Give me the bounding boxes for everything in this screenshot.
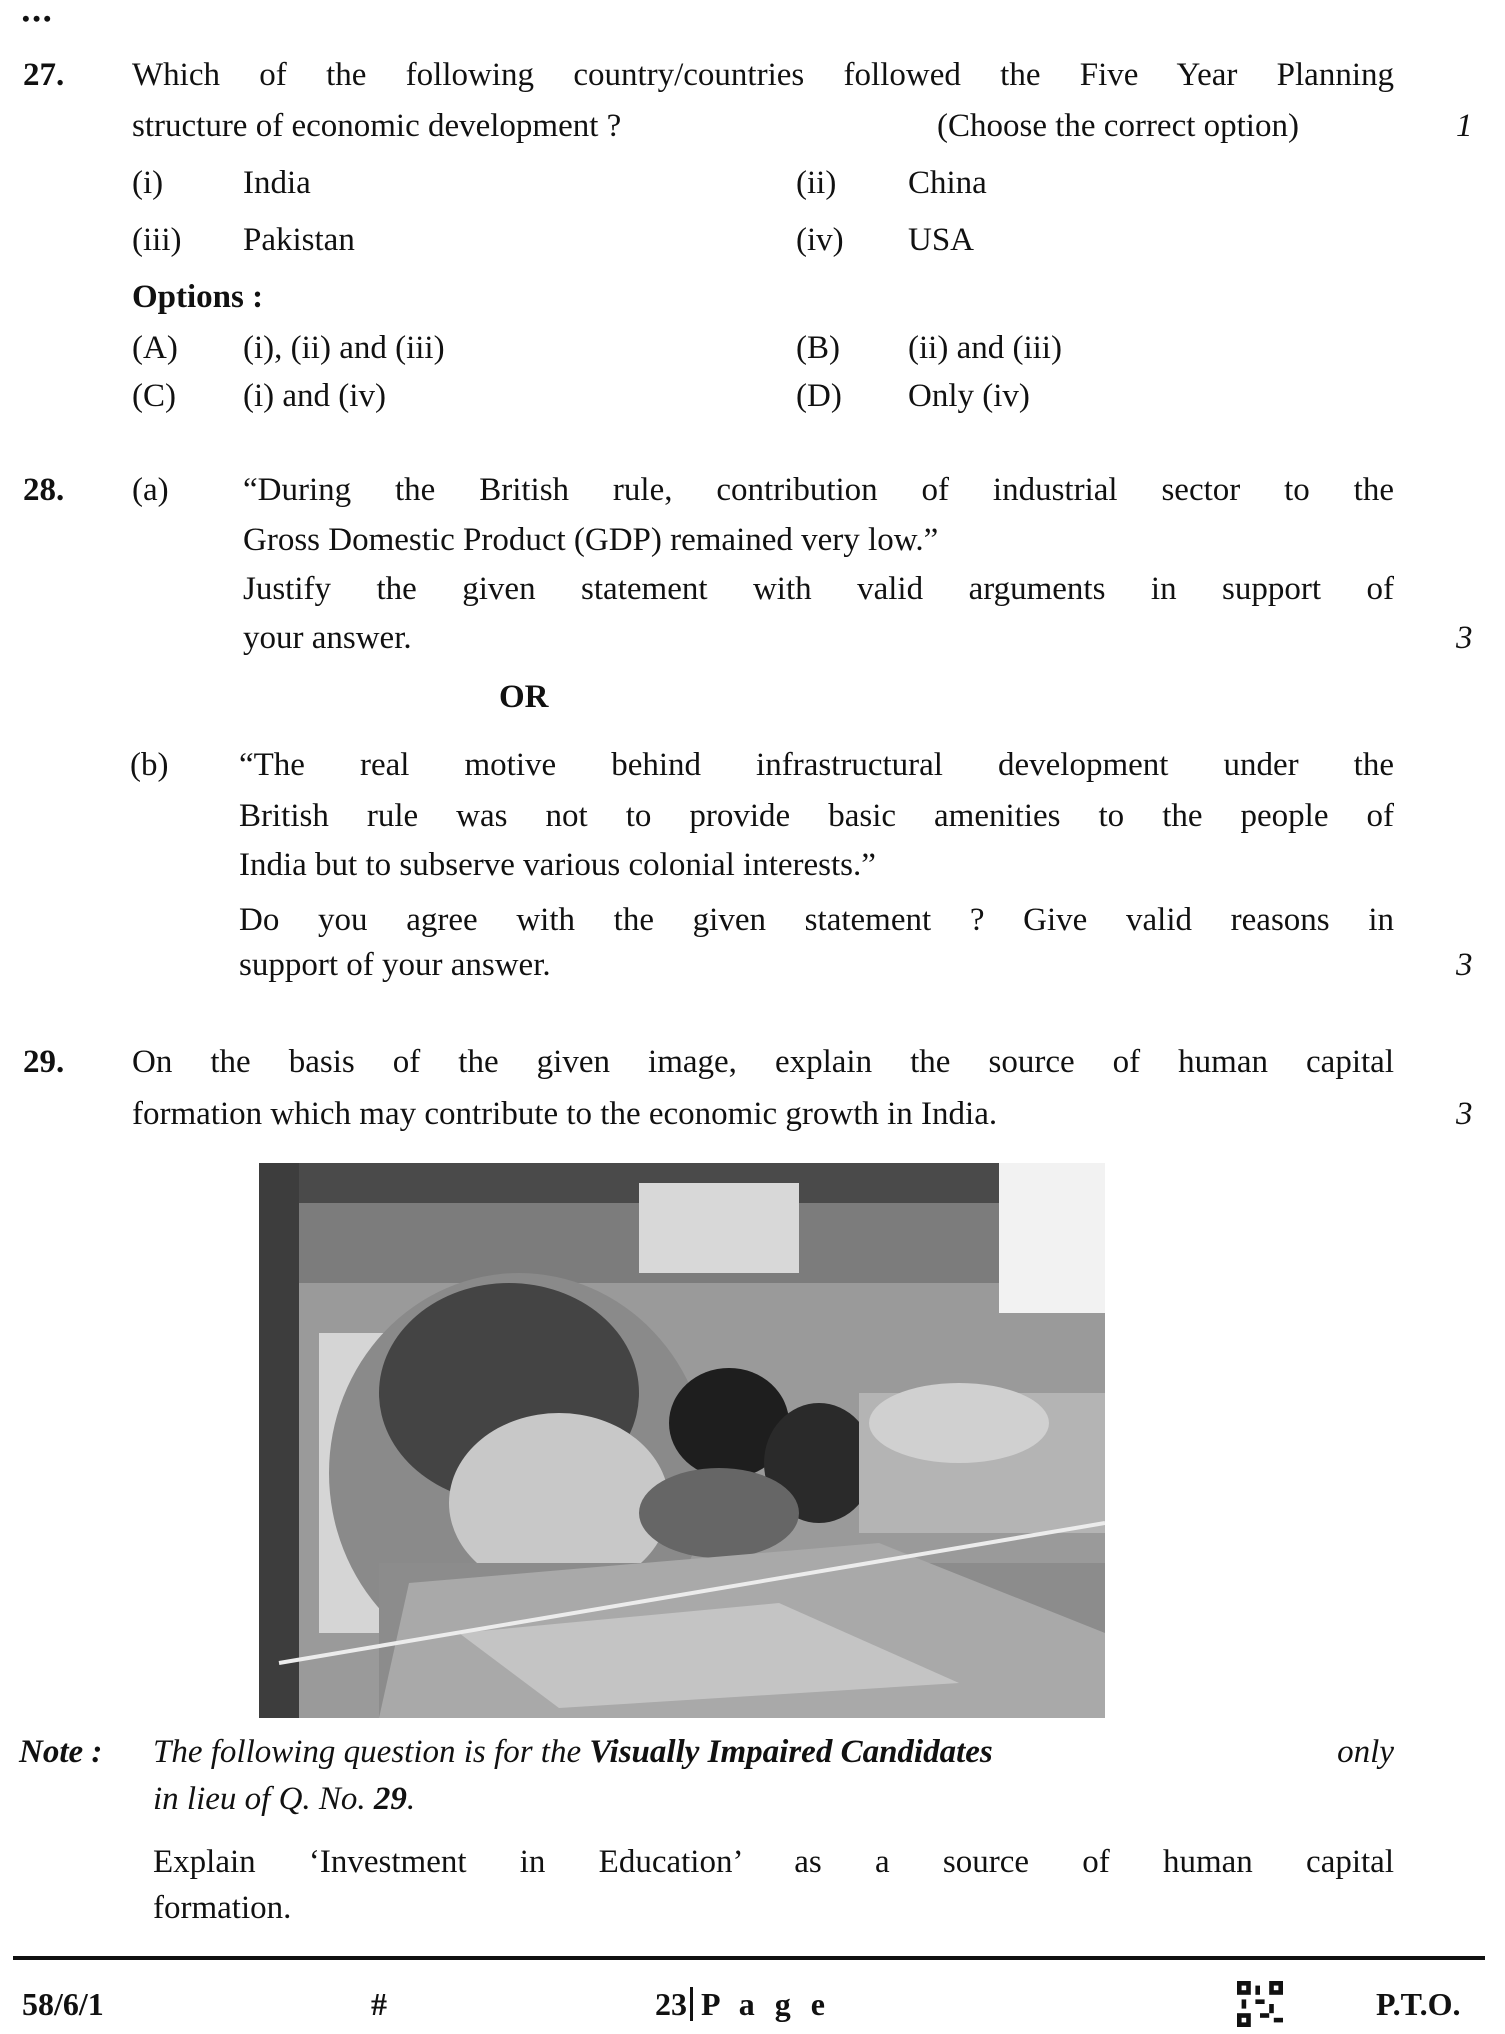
question-text: support of your answer. — [239, 947, 551, 983]
option-label: (D) — [796, 378, 842, 414]
hash-mark: # — [371, 1986, 387, 2022]
classroom-photo — [259, 1163, 1105, 1718]
note-emphasis: 29 — [373, 1781, 407, 1817]
note-text-part: only — [1328, 1734, 1394, 1770]
option-label: (A) — [132, 330, 178, 366]
note-text-part: . — [406, 1781, 416, 1817]
footer-rule — [13, 1956, 1485, 1960]
item-label: (i) — [132, 165, 164, 201]
note-label: Note : — [19, 1734, 103, 1770]
note-text — [153, 1779, 415, 1819]
question-text: British rule was not to provide basic amenities to the people of — [239, 798, 1394, 834]
part-label: (a) — [132, 472, 169, 508]
note-emphasis: Visually Impaired Candidates — [589, 1734, 993, 1770]
question-text: On the basis of the given image, explain the source of human capital — [132, 1044, 1394, 1080]
question-text: Do you agree with the given statement ? Give valid reasons in — [239, 902, 1394, 938]
alternate-question-text: Explain ‘Investment in Education’ as a source of human capital — [153, 1844, 1394, 1880]
question-text: Which of the following country/countries followed the Five Year Planning — [132, 57, 1394, 93]
item-text: Pakistan — [243, 222, 355, 258]
marks: 3 — [1456, 620, 1473, 656]
option-text: (ii) and (iii) — [908, 330, 1062, 366]
question-text: Justify the given statement with valid arguments in support of — [243, 571, 1394, 607]
note-text — [153, 1732, 1394, 1772]
alternate-question-text: formation. — [153, 1890, 292, 1926]
top-ellipsis: ••• — [22, 6, 55, 31]
question-text: your answer. — [243, 620, 412, 656]
note-text-part: in lieu of Q. No. — [153, 1781, 374, 1817]
question-text: India but to subserve various colonial interests.” — [239, 847, 876, 883]
item-text: China — [908, 165, 987, 201]
page-separator — [690, 1987, 693, 2021]
item-text: USA — [908, 222, 975, 258]
item-label: (ii) — [796, 165, 837, 201]
question-number: 29. — [23, 1044, 65, 1080]
option-text: (i), (ii) and (iii) — [243, 330, 445, 366]
question-number: 27. — [23, 57, 65, 93]
options-heading: Options : — [132, 279, 264, 315]
marks: 3 — [1456, 947, 1473, 983]
marks: 1 — [1456, 108, 1473, 144]
page-label: P a g e — [701, 1986, 831, 2022]
paper-code: 58/6/1 — [22, 1986, 104, 2022]
item-label: (iii) — [132, 222, 182, 258]
question-text: formation which may contribute to the economic growth in India. — [132, 1096, 998, 1132]
option-text: (i) and (iv) — [243, 378, 386, 414]
marks: 3 — [1456, 1096, 1473, 1132]
note-text-part: The following question is for the — [153, 1734, 590, 1770]
item-label: (iv) — [796, 222, 844, 258]
option-text: Only (iv) — [908, 378, 1030, 414]
item-text: India — [243, 165, 311, 201]
question-text: “The real motive behind infrastructural development under the — [239, 747, 1394, 783]
question-instruction: (Choose the correct option) — [937, 108, 1299, 144]
qr-code-icon — [1237, 1981, 1283, 2027]
option-label: (C) — [132, 378, 176, 414]
question-number: 28. — [23, 472, 65, 508]
or-divider: OR — [499, 679, 549, 715]
question-text: Gross Domestic Product (GDP) remained very low.” — [243, 522, 939, 558]
please-turn-over: P.T.O. — [1376, 1986, 1461, 2022]
page-indicator — [655, 1984, 831, 2024]
question-text: structure of economic development ? — [132, 108, 622, 144]
page-number: 23 — [655, 1986, 687, 2022]
option-label: (B) — [796, 330, 840, 366]
question-text: “During the British rule, contribution of industrial sector to the — [243, 472, 1394, 508]
part-label: (b) — [130, 747, 169, 783]
